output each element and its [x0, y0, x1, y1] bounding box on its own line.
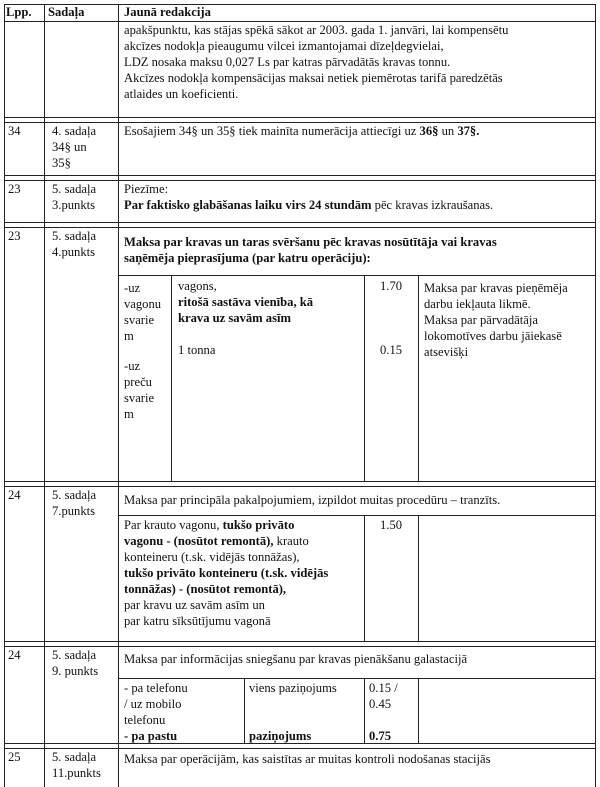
table-top-line: [4, 4, 596, 5]
row24a-desc-line: konteineru (t.sk. vidējās tonnāžas),: [124, 550, 300, 564]
intro-line: LDZ nosaka maksu 0,027 Ls par katras pārvadātās kravas tonnu.: [124, 55, 451, 69]
row23b-title: saņēmēja pieprasījuma (par katru operāciju):: [124, 251, 371, 265]
intro-line: Akcīzes nodokļa kompensācijas maksai netiek piemērotas tarifā paredzētās: [124, 71, 503, 85]
row24b-unit2: paziņojums: [249, 729, 312, 743]
row24b-phone: telefonu: [124, 713, 166, 727]
subtable-line: [118, 678, 596, 679]
row23b-remark: Maksa par pārvadātāja: [424, 313, 538, 327]
row24a-desc-text: krauto: [273, 534, 309, 548]
row23b-remark: lokomotīves darbu jāiekasē: [424, 329, 562, 343]
row24a-desc-line: tukšo privāto konteineru (t.sk. vidējās: [124, 566, 329, 580]
header-lpp: Lpp.: [6, 5, 32, 19]
row23b-sub1: -uz: [124, 281, 141, 295]
row34-text: [124, 124, 479, 140]
row-line: [4, 180, 596, 181]
row24a-desc-bold: tukšo privāto: [222, 518, 295, 532]
row24b-title: Maksa par informācijas sniegšanu par kravas pienākšanu galastacijā: [124, 652, 468, 666]
header-redakcija: Jaunā redakcija: [124, 5, 211, 19]
row23b-remark: darbu iekļauta likmē.: [424, 297, 531, 311]
subtable-divider: [171, 275, 172, 481]
row24a-desc-line: par katru sīksūtījumu vagonā: [124, 614, 271, 628]
row23a-note-text: [124, 198, 493, 214]
row23b-sub2: preču: [124, 375, 152, 389]
row-sadala: 5. sadaļa: [52, 488, 97, 502]
row24a-price: 1.50: [380, 518, 403, 532]
row-sadala: 11.punkts: [52, 766, 101, 780]
subtable-divider: [418, 275, 419, 481]
row-line: [4, 122, 596, 123]
row23a-note-label: Piezīme:: [124, 182, 169, 196]
row-lpp: 34: [8, 124, 21, 138]
intro-line: akcīzes nodokļa pieaugumu vilcei izmantojamai dīzeļdegvielai,: [124, 39, 444, 53]
row23a-note-rest: pēc kravas izkraušanas.: [371, 198, 494, 212]
row24a-desc-bold: vagonu - (nosūtot remontā),: [124, 534, 274, 548]
row-lpp: 23: [8, 182, 21, 196]
subtable-divider: [418, 515, 419, 641]
row23b-sub1: svarie: [124, 313, 155, 327]
row25-title: Maksa par operācijām, kas saistītas ar muitas kontroli nodošanas stacijās: [124, 752, 491, 766]
row24b-price1: 0.45: [369, 697, 392, 711]
row-line: [4, 481, 596, 482]
row24b-phone: / uz mobilo: [124, 697, 182, 711]
row23b-sub2: -uz: [124, 359, 141, 373]
row-sadala: 3.punkts: [52, 198, 96, 212]
row-lpp: 23: [8, 229, 21, 243]
row23b-title: Maksa par kravas un taras svēršanu pēc kravas nosūtītāja vai kravas: [124, 235, 497, 249]
row24b-mail: - pa pastu: [124, 729, 178, 743]
row23b-remark: Maksa par kravas pieņēmēja: [424, 281, 568, 295]
row-sadala: 5. sadaļa: [52, 182, 97, 196]
subtable-line: [118, 275, 596, 276]
row23b-remark: atsevišķi: [424, 345, 469, 359]
row-line: [4, 227, 596, 228]
row-sadala: 4.punkts: [52, 245, 96, 259]
row34-bold-36: 36§: [419, 124, 439, 138]
row24a-desc-line: par kravu uz savām asīm un: [124, 598, 265, 612]
row-line: [4, 646, 596, 647]
row23a-note-bold: Par faktisko glabāšanas laiku virs 24 stundām: [124, 198, 372, 212]
row23b-price1: 1.70: [380, 279, 403, 293]
row23b-sub1: m: [124, 329, 134, 343]
row23b-sub1: vagonu: [124, 297, 162, 311]
header-sadala: Sadaļa: [48, 5, 85, 19]
header-line: [4, 21, 596, 22]
subtable-divider: [364, 515, 365, 641]
subtable-line: [118, 515, 596, 516]
row-lpp: 25: [8, 750, 21, 764]
intro-line: atlaides un koeficienti.: [124, 87, 239, 101]
row23b-sub2: m: [124, 407, 134, 421]
row-sadala: 5. sadaļa: [52, 229, 97, 243]
row-sadala: 5. sadaļa: [52, 648, 97, 662]
row-lpp: 24: [8, 488, 21, 502]
row23b-sub2: svarie: [124, 391, 155, 405]
subtable-divider: [364, 678, 365, 743]
row-sadala: 35§: [52, 156, 71, 170]
row-line: [4, 175, 596, 176]
row34-text-mid: un: [438, 124, 458, 138]
row24a-desc-line: [124, 518, 294, 534]
subtable-divider: [418, 678, 419, 743]
row-line: [4, 222, 596, 223]
row23b-item1-bold: krava uz savām asīm: [178, 311, 291, 325]
row-line: [4, 117, 596, 118]
row-sadala: 4. sadaļa: [52, 124, 97, 138]
row24b-price2: 0.75: [369, 729, 392, 743]
row-sadala: 34§ un: [52, 140, 87, 154]
row23b-item1-bold: ritošā sastāva vienība, kā: [178, 295, 314, 309]
row-line: [4, 641, 596, 642]
intro-line: apakšpunktu, kas stājas spēkā sākot ar 2003. gada 1. janvāri, lai kompensētu: [124, 23, 509, 37]
subtable-divider: [244, 678, 245, 743]
row34-bold-37: 37§.: [457, 124, 480, 138]
row23b-price2: 0.15: [380, 343, 403, 357]
row-line: [4, 748, 596, 749]
row-sadala: 9. punkts: [52, 664, 99, 678]
row23b-item1: vagons,: [178, 279, 217, 293]
row24b-price1: 0.15 /: [369, 681, 398, 695]
row24b-unit1: viens paziņojums: [249, 681, 337, 695]
subtable-divider: [364, 275, 365, 481]
row24a-title: Maksa par principāla pakalpojumiem, izpildot muitas procedūru – tranzīts.: [124, 493, 501, 507]
row-lpp: 24: [8, 648, 21, 662]
row34-text-prefix: Esošajiem 34§ un 35§ tiek mainīta numerācija attiecīgi uz: [124, 124, 420, 138]
row-sadala: 7.punkts: [52, 504, 96, 518]
row24a-desc-text: Par krauto vagonu,: [124, 518, 223, 532]
row-sadala: 5. sadaļa: [52, 750, 97, 764]
row24b-phone: - pa telefonu: [124, 681, 188, 695]
row24a-desc-line: [124, 534, 309, 550]
row24a-desc-line: tonnāžas) - (nosūtot remontā),: [124, 582, 287, 596]
row-line: [4, 486, 596, 487]
row23b-item2: 1 tonna: [178, 343, 216, 357]
